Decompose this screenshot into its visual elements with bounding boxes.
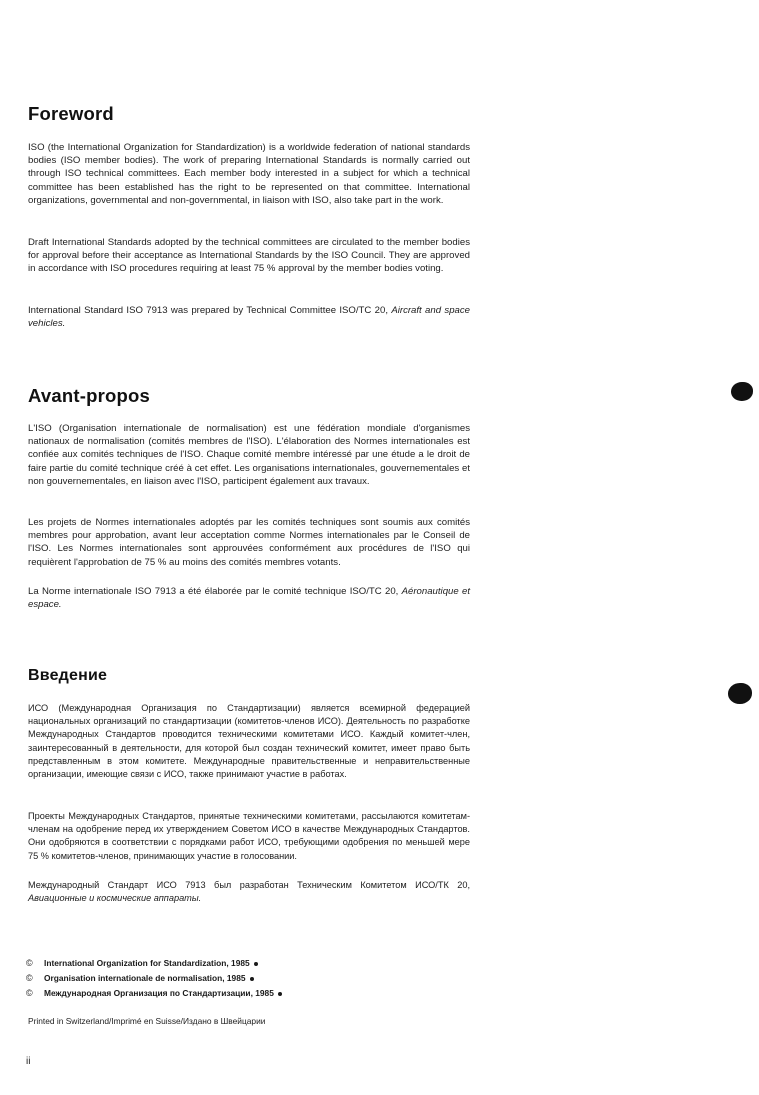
copyright-line-ru: [26, 988, 282, 998]
avant-propos-paragraph-2: Les projets de Normes internationales adoptés par les comités techniques sont soumis aux comités membres pour approbation, avant leur acceptation comme Normes internationales par le Conseil de l'ISO. Les Normes internationales sont approuvées conformément aux procédures de l'ISO qui requièrent l'approbation de 75 % au moins des comités membres votants.: [28, 517, 470, 568]
foreword-paragraph-3-text: International Standard ISO 7913 was prepared by Technical Committee ISO/TC 20,: [28, 305, 392, 316]
page-number: ii: [26, 1056, 31, 1067]
copyright-text-ru: Международная Организация по Стандартизации, 1985: [44, 988, 274, 998]
foreword-paragraph-3-italic: Aircraft and space vehicles.: [28, 305, 470, 330]
avant-propos-heading: Avant-propos: [28, 385, 150, 406]
vvedenie-heading: Введение: [28, 667, 108, 684]
vvedenie-paragraph-2: Проекты Международных Стандартов, принятые техническими комитетами, рассылаются комитетам-членам на одобрение перед их утверждением Советом ИСО в качестве Международных Стандартов. Они одобряются в соответствии с порядками работ ИСО, требующими одобрения по меньшей мере 75 % комитетов-членов, принимающих участие в голосовании.: [28, 811, 470, 861]
copyright-symbol-icon: ©: [26, 973, 33, 983]
vvedenie-paragraph-3-text: Международный Стандарт ИСО 7913 был разработан Техническим Комитетом ИСО/ТК 20,: [28, 880, 470, 890]
avant-propos-paragraph-3-italic: Aéronautique et espace.: [28, 586, 470, 611]
avant-propos-paragraph-3: [28, 585, 470, 611]
printed-in-line: Printed in Switzerland/Imprimé en Suisse/Издано в Швейцарии: [28, 1016, 266, 1026]
copyright-text-en: International Organization for Standardization, 1985: [44, 958, 250, 968]
copyright-line-fr: [26, 973, 254, 983]
copyright-line-en: [26, 958, 258, 968]
foreword-paragraph-1: ISO (the International Organization for Standardization) is a worldwide federation of national standards bodies (ISO member bodies). The work of preparing International Standards is normally carried out through ISO technical committees. Each member body interested in a subject for which a technical committee has been established has the right to be represented on that committee. International organizations, governmental and non-governmental, in liaison with ISO, also take part in the work.: [28, 142, 470, 206]
avant-propos-paragraph-1: L'ISO (Organisation internationale de normalisation) est une fédération mondiale d'organismes nationaux de normalisation (comités membres de l'ISO). L'élaboration des Normes internationales est confiée aux comités techniques de l'ISO. Chaque comité membre intéressé par une étude a le droit de faire partie du comité technique créé à cet effet. Les organisations internationales, gouvernementales et non gouvernementales, en liaison avec l'ISO, participent également aux travaux.: [28, 423, 470, 487]
bullet-dot-icon: [278, 992, 282, 996]
bullet-dot-icon: [254, 962, 258, 966]
foreword-paragraph-2: Draft International Standards adopted by the technical committees are circulated to the member bodies for approval before their acceptance as International Standards by the ISO Council. They are approved in accordance with ISO procedures requiring at least 75 % approval by the member bodies voting.: [28, 237, 470, 275]
copyright-symbol-icon: ©: [26, 988, 33, 998]
foreword-heading: Foreword: [28, 103, 114, 124]
vvedenie-paragraph-3-italic: Авиационные и космические аппараты.: [28, 893, 202, 904]
avant-propos-paragraph-3-text: La Norme internationale ISO 7913 a été élaborée par le comité technique ISO/TC 20,: [28, 586, 402, 597]
vvedenie-paragraph-1: ИСО (Международная Организация по Стандартизации) является всемирной федерацией национальных организаций по стандартизации (комитетов-членов ИСО). Деятельность по разработке Международных Стандартов проводится техническими комитетами ИСО. Каждый комитет-член, заинтересованный в деятельности, для которой был создан технический комитет, имеет право быть представленным в этом комитете. Международные правительственные и неправительственные организации, имеющие связи с ИСО, также принимают участие в работах.: [28, 703, 470, 780]
foreword-paragraph-3: [28, 304, 470, 330]
copyright-symbol-icon: ©: [26, 958, 33, 968]
copyright-text-fr: Organisation internationale de normalisation, 1985: [44, 973, 246, 983]
ink-blot-mark: [731, 382, 753, 401]
vvedenie-paragraph-3: [28, 879, 470, 905]
bullet-dot-icon: [250, 977, 254, 981]
ink-blot-mark: [728, 683, 752, 704]
